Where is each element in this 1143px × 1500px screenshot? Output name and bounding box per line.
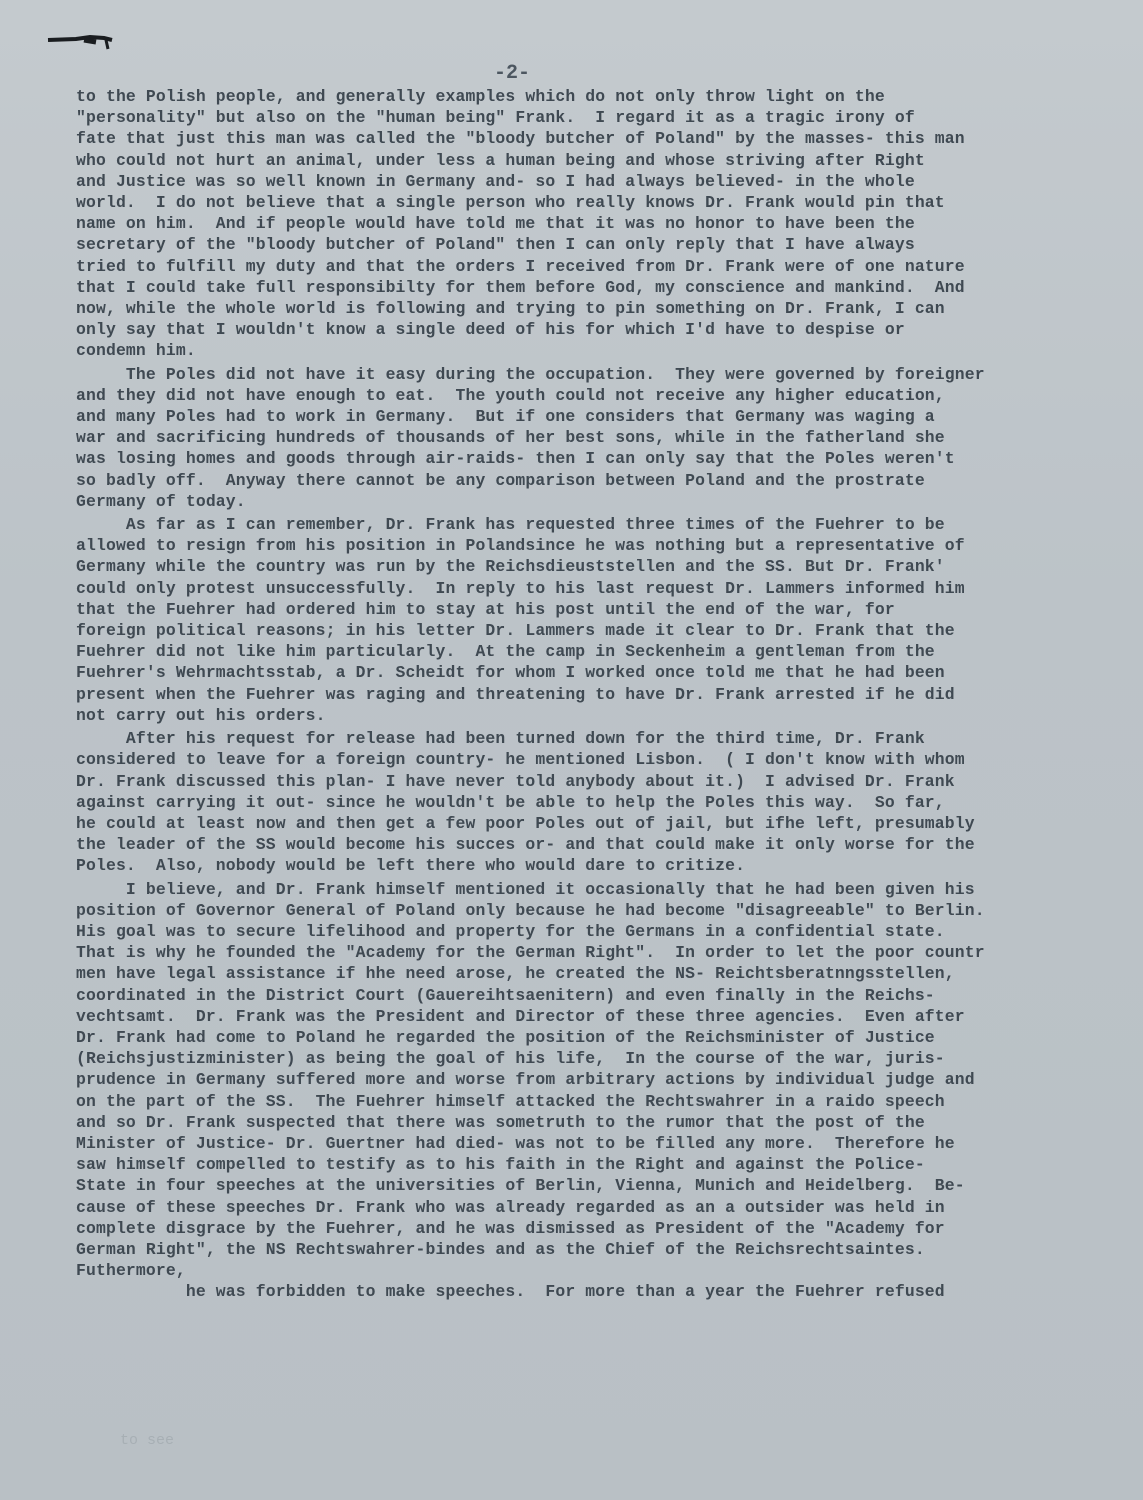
text-line: prudence in Germany suffered more and worse from arbitrary actions by individual judge and — [76, 1070, 975, 1090]
text-line: on the part of the SS. The Fuehrer himself attacked the Rechtswahrer in a raido speech — [76, 1091, 945, 1111]
text-line: name on him. And if people would have told me that it was no honor to have been the — [76, 214, 915, 234]
text-line: was losing homes and goods through air-raids- then I can only say that the Poles weren't — [76, 449, 955, 469]
text-line: Minister of Justice- Dr. Guertner had died- was not to be filled any more. Therefore he — [76, 1133, 955, 1153]
bottom-faint-text: to see — [120, 1432, 175, 1449]
text-line: "personality" but also on the "human being" Frank. I regard it as a tragic irony of — [76, 108, 915, 128]
text-line: (Reichsjustizminister) as being the goal of his life, In the course of the war, juris- — [76, 1049, 945, 1069]
text-line: saw himself compelled to testify as to his faith in the Right and against the Police- — [76, 1155, 925, 1175]
text-line: Fuehrer's Wehrmachtsstab, a Dr. Scheidt for whom I worked once told me that he had been — [76, 663, 945, 683]
text-line: After his request for release had been turned down for the third time, Dr. Frank — [76, 729, 925, 749]
text-line: and so Dr. Frank suspected that there was sometruth to the rumor that the post of the — [76, 1112, 925, 1132]
text-line: and they did not have enough to eat. The youth could not receive any higher education, — [76, 385, 945, 405]
text-line: world. I do not believe that a single person who really knows Dr. Frank would pin that — [76, 193, 945, 213]
text-line: State in four speeches at the universities of Berlin, Vienna, Munich and Heidelberg. Be- — [76, 1176, 965, 1196]
text-line: men have legal assistance if hhe need arose, he created the NS- Reichtsberatnngsstellen, — [76, 964, 955, 984]
text-line: to the Polish people, and generally examples which do not only throw light on the — [76, 87, 885, 106]
text-line: only say that I wouldn't know a single deed of his for which I'd have to despise or — [76, 320, 905, 340]
text-line: Fuehrer did not like him particularly. At the camp in Seckenheim a gentleman from the — [76, 642, 935, 662]
text-line: could only protest unsuccessfully. In reply to his last request Dr. Lammers informed him — [76, 578, 965, 598]
text-line: war and sacrificing hundreds of thousands of her best sons, while in the fatherland she — [76, 428, 945, 448]
text-line: cause of these speeches Dr. Frank who was already regarded as an a outsider was held in — [76, 1197, 945, 1217]
text-line: foreign political reasons; in his letter Dr. Lammers made it clear to Dr. Frank that the — [76, 621, 955, 641]
text-line: That is why he founded the "Academy for the German Right". In order to let the poor countr — [76, 943, 985, 963]
text-line: and many Poles had to work in Germany. But if one considers that Germany was waging a — [76, 407, 935, 427]
text-line: he could at least now and then get a few poor Poles out of jail, but ifhe left, presumably — [76, 813, 975, 833]
text-line: vechtsamt. Dr. Frank was the President and Director of these three agencies. Even after — [76, 1006, 965, 1026]
text-line: that I could take full responsibilty for them before God, my conscience and mankind. And — [76, 277, 965, 297]
text-line: Germany of today. — [76, 491, 246, 511]
text-line: the leader of the SS would become his succes or- and that could make it only worse for the — [76, 835, 975, 855]
text-line: present when the Fuehrer was raging and threatening to have Dr. Frank arrested if he did — [76, 684, 955, 704]
text-line: As far as I can remember, Dr. Frank has requested three times of the Fuehrer to be — [76, 515, 945, 535]
paragraph — [76, 514, 1138, 726]
text-line: complete disgrace by the Fuehrer, and he was dismissed as President of the "Academy for — [76, 1218, 945, 1238]
letter-body — [76, 86, 1138, 1305]
text-line: Dr. Frank had come to Poland he regarded the position of the Reichsminister of Justice — [76, 1027, 935, 1047]
text-line: Futhermore, — [76, 1261, 186, 1281]
text-line: who could not hurt an animal, under less a human being and whose striving after Right — [76, 150, 925, 170]
text-line: against carrying it out- since he wouldn't be able to help the Poles this way. So far, — [76, 792, 945, 812]
text-line: Germany while the country was run by the Reichsdieuststellen and the SS. But Dr. Frank' — [76, 557, 945, 577]
text-line: Dr. Frank discussed this plan- I have never told anybody about it.) I advised Dr. Frank — [76, 771, 955, 791]
text-line: he was forbidden to make speeches. For more than a year the Fuehrer refused — [76, 1282, 945, 1302]
text-line: allowed to resign from his position in Polandsince he was nothing but a representative of — [76, 536, 965, 556]
text-line: tried to fulfill my duty and that the orders I received from Dr. Frank were of one nature — [76, 256, 965, 276]
text-line: considered to leave for a foreign country- he mentioned Lisbon. ( I don't know with whom — [76, 750, 965, 770]
text-line: coordinated in the District Court (Gauereihtsaenitern) and even finally in the Reichs- — [76, 985, 935, 1005]
paragraph — [76, 364, 1138, 512]
text-line: fate that just this man was called the "bloody butcher of Poland" by the masses- this man — [76, 129, 965, 149]
paragraph — [76, 879, 1138, 1303]
paragraph — [76, 728, 1138, 876]
page-number: -2- — [494, 62, 531, 85]
text-line: condemn him. — [76, 341, 196, 361]
paragraph — [76, 86, 1138, 362]
text-line: I believe, and Dr. Frank himself mentioned it occasionally that he had been given his — [76, 879, 975, 899]
text-line: The Poles did not have it easy during the occupation. They were governed by foreigner — [76, 364, 985, 384]
text-line: now, while the whole world is following and trying to pin something on Dr. Frank, I can — [76, 299, 945, 319]
text-line: position of Governor General of Poland only because he had become "disagreeable" to Berlin. — [76, 900, 985, 920]
text-line: not carry out his orders. — [76, 705, 326, 725]
text-line: so badly off. Anyway there cannot be any comparison between Poland and the prostrate — [76, 470, 925, 490]
text-line: and Justice was so well known in Germany and- so I had always believed- in the whole — [76, 171, 915, 191]
text-line: Poles. Also, nobody would be left there who would dare to critize. — [76, 856, 746, 876]
text-line: that the Fuehrer had ordered him to stay at his post until the end of the war, for — [76, 599, 895, 619]
text-line: secretary of the "bloody butcher of Poland" then I can only reply that I have always — [76, 235, 915, 255]
corner-ink-mark — [46, 34, 116, 50]
text-line: German Right", the NS Rechtswahrer-bindes and as the Chief of the Reichsrechtsaintes. — [76, 1239, 925, 1259]
text-line: His goal was to secure lifelihood and property for the Germans in a confidential state. — [76, 921, 945, 941]
